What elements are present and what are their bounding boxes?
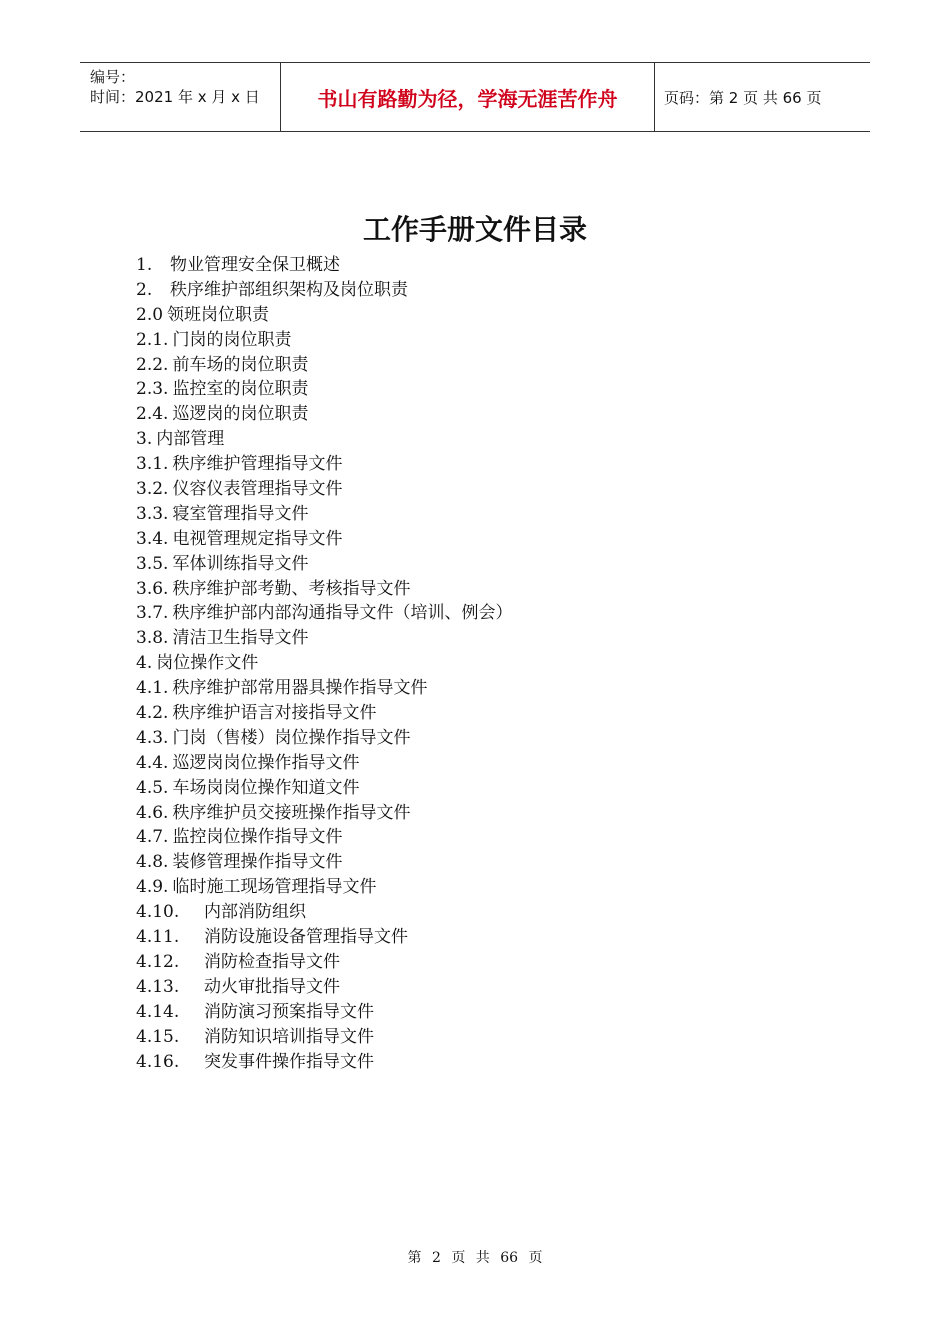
toc-item-text: 消防知识培训指导文件	[204, 1026, 374, 1047]
toc-item-text: 动火审批指导文件	[204, 976, 340, 997]
toc-item	[136, 801, 512, 826]
toc-item	[136, 676, 512, 701]
toc-item	[136, 1025, 512, 1050]
toc-item-number: 3.7.	[136, 603, 169, 624]
footer-total-pages: 66	[500, 1250, 519, 1266]
time-label: 时间：2021 年 x 月 x 日	[90, 88, 260, 106]
toc-item-number: 3.3.	[136, 503, 169, 524]
header-page-info: 页码：第 2 页 共 66 页	[664, 88, 822, 107]
toc-item	[136, 626, 512, 651]
toc-item	[136, 253, 512, 278]
toc-item-text: 秩序维护员交接班操作指导文件	[172, 802, 411, 823]
toc-item	[136, 825, 512, 850]
toc-item-number: 4.3.	[136, 727, 169, 748]
toc-item-text: 领班岗位职责	[167, 304, 270, 325]
toc-item-number: 4.4.	[136, 752, 169, 773]
toc-item-number: 4.6.	[136, 802, 169, 823]
toc-item-number: 3.	[136, 429, 153, 450]
toc-item-text: 消防演习预案指导文件	[204, 1001, 374, 1022]
toc-item-text: 秩序维护管理指导文件	[172, 454, 343, 475]
toc-item-text: 门岗（售楼）岗位操作指导文件	[172, 727, 411, 748]
toc-item	[136, 278, 512, 303]
toc-item	[136, 353, 512, 378]
toc-item-text: 岗位操作文件	[156, 653, 259, 674]
toc-item	[136, 751, 512, 776]
toc-item-number: 4.12.	[136, 951, 180, 972]
toc-item-number: 4.	[136, 653, 153, 674]
toc-item	[136, 726, 512, 751]
toc-item-number: 4.11.	[136, 927, 180, 948]
toc-item-text: 巡逻岗的岗位职责	[172, 404, 309, 425]
toc-item	[136, 975, 512, 1000]
toc-item	[136, 477, 512, 502]
header-meta	[80, 63, 281, 131]
toc-item	[136, 452, 512, 477]
toc-item-number: 4.14.	[136, 1001, 180, 1022]
toc-item	[136, 850, 512, 875]
toc-item-number: 3.6.	[136, 578, 169, 599]
footer-page-unit: 页	[451, 1250, 466, 1266]
toc-item-text: 秩序维护部考勤、考核指导文件	[172, 578, 411, 599]
toc-item-text: 巡逻岗岗位操作指导文件	[172, 752, 360, 773]
toc-item-number: 3.1.	[136, 454, 169, 475]
toc-item-number: 4.13.	[136, 976, 180, 997]
toc-item-text: 前车场的岗位职责	[172, 354, 309, 375]
toc-item-number: 3.8.	[136, 628, 169, 649]
toc-item	[136, 776, 512, 801]
toc-item-text: 秩序维护部内部沟通指导文件（培训、例会）	[172, 603, 513, 624]
toc-item-text: 装修管理操作指导文件	[172, 852, 343, 873]
toc-item	[136, 303, 512, 328]
toc-item-number: 4.1.	[136, 678, 169, 699]
toc-item-number: 3.4.	[136, 528, 169, 549]
document-title: 工作手册文件目录	[362, 213, 587, 246]
toc-item-text: 电视管理规定指导文件	[172, 528, 343, 549]
footer-total-label: 共	[475, 1250, 490, 1266]
toc-item	[136, 377, 512, 402]
toc-item	[136, 427, 512, 452]
toc-item	[136, 577, 512, 602]
code-label: 编号：	[90, 68, 136, 86]
toc-item-number: 2.0	[136, 304, 164, 325]
toc-item-text: 寝室管理指导文件	[172, 503, 309, 524]
table-of-contents	[136, 253, 512, 1074]
toc-item	[136, 950, 512, 975]
toc-item	[136, 552, 512, 577]
toc-item-number: 2.1.	[136, 329, 169, 350]
toc-item-number: 4.15.	[136, 1026, 180, 1047]
footer-total-unit: 页	[528, 1250, 543, 1266]
toc-item-number: 2.	[136, 279, 153, 300]
toc-item-text: 监控岗位操作指导文件	[172, 827, 343, 848]
toc-item-text: 突发事件操作指导文件	[204, 1051, 374, 1072]
toc-item-number: 3.2.	[136, 479, 169, 500]
toc-item-text: 内部消防组织	[204, 902, 306, 923]
toc-item-text: 秩序维护语言对接指导文件	[172, 703, 377, 724]
toc-item-number: 1.	[136, 255, 153, 275]
page-footer	[0, 1247, 950, 1267]
toc-item-text: 物业管理安全保卫概述	[170, 255, 340, 275]
toc-item	[136, 875, 512, 900]
toc-item-number: 4.7.	[136, 827, 169, 848]
toc-item-text: 秩序维护部组织架构及岗位职责	[170, 279, 408, 300]
toc-item-number: 3.5.	[136, 553, 169, 574]
toc-item-number: 2.2.	[136, 354, 169, 375]
footer-first: 第	[407, 1250, 422, 1266]
toc-item-text: 门岗的岗位职责	[172, 329, 292, 350]
toc-item-text: 消防设施设备管理指导文件	[204, 927, 408, 948]
toc-item-text: 仪容仪表管理指导文件	[172, 479, 343, 500]
toc-item	[136, 651, 512, 676]
toc-item	[136, 925, 512, 950]
toc-item-text: 清洁卫生指导文件	[172, 628, 309, 649]
toc-item	[136, 1050, 512, 1075]
toc-item	[136, 900, 512, 925]
toc-item-text: 内部管理	[156, 429, 225, 450]
toc-item-number: 4.16.	[136, 1051, 180, 1072]
header-motto: 书山有路勤为径，学海无涯苦作舟	[281, 63, 655, 131]
footer-page-number: 2	[431, 1250, 441, 1266]
toc-item-text: 消防检查指导文件	[204, 951, 340, 972]
toc-item-number: 2.3.	[136, 379, 169, 400]
toc-item-text: 监控室的岗位职责	[172, 379, 309, 400]
toc-item	[136, 328, 512, 353]
toc-item	[136, 527, 512, 552]
toc-item	[136, 402, 512, 427]
toc-item-number: 2.4.	[136, 404, 169, 425]
toc-item-text: 秩序维护部常用器具操作指导文件	[172, 678, 428, 699]
toc-item-text: 车场岗岗位操作知道文件	[172, 777, 360, 798]
toc-item-number: 4.5.	[136, 777, 169, 798]
toc-item-text: 临时施工现场管理指导文件	[172, 877, 377, 898]
toc-item	[136, 502, 512, 527]
toc-item-text: 军体训练指导文件	[172, 553, 309, 574]
toc-item	[136, 1000, 512, 1025]
toc-item-number: 4.2.	[136, 703, 169, 724]
page-header	[80, 62, 870, 132]
toc-item	[136, 601, 512, 626]
toc-item-number: 4.8.	[136, 852, 169, 873]
toc-item	[136, 701, 512, 726]
toc-item-number: 4.10.	[136, 902, 180, 923]
toc-item-number: 4.9.	[136, 877, 169, 898]
